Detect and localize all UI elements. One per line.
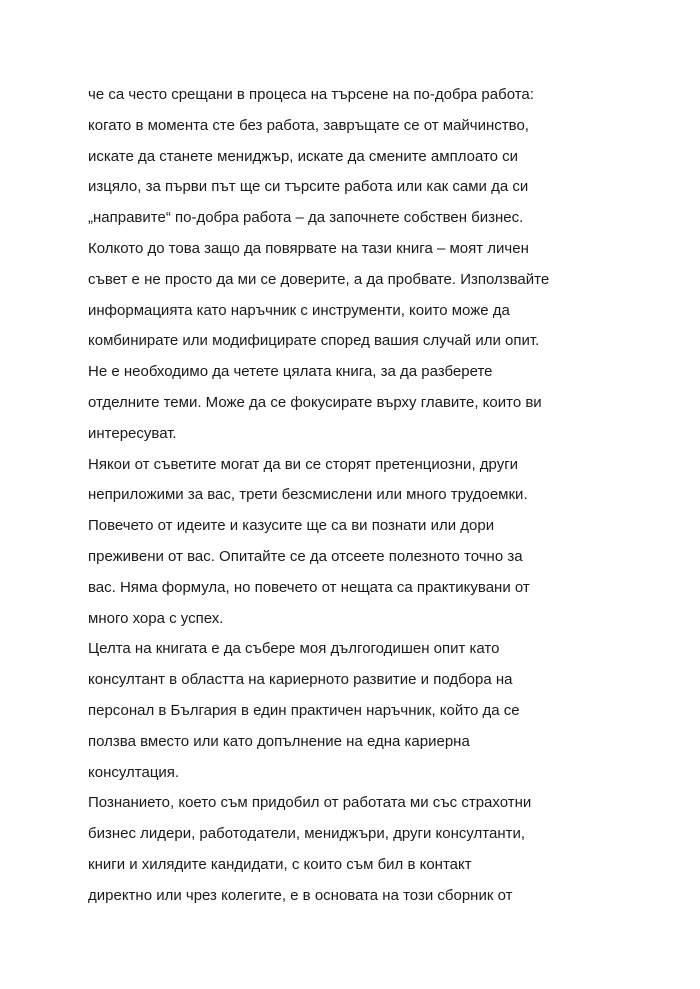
text-line: информацията като наръчник с инструменти, които може да bbox=[88, 301, 510, 319]
text-line: Повечето от идеите и казусите ще са ви познати или дори bbox=[88, 517, 495, 535]
text-line: Познанието, което съм придобил от работата ми със страхотни bbox=[88, 794, 532, 812]
text-line: консултация. bbox=[88, 763, 180, 781]
text-line: книги и хилядите кандидати, с които съм бил в контакт bbox=[88, 855, 472, 873]
text-line: че са често срещани в процеса на търсене на по-добра работа: bbox=[88, 86, 534, 103]
text-line: Не е необходимо да четете цялата книга, за да разберете bbox=[88, 363, 493, 381]
text-line: когато в момента сте без работа, завръщате се от майчинство, bbox=[88, 116, 529, 134]
text-line: искате да станете мениджър, искате да смените амплоато си bbox=[88, 147, 519, 165]
text-line: „направите“ по-добра работа – да започнете собствен бизнес. bbox=[88, 209, 524, 227]
text-line: интересуват. bbox=[88, 424, 177, 442]
text-line: преживени от вас. Опитайте се да отсеете полезното точно за bbox=[88, 547, 523, 565]
text-line: неприложими за вас, трети безсмислени или много трудоемки. bbox=[88, 486, 528, 504]
text-line: Колкото до това защо да повярвате на тази книга – моят личен bbox=[88, 239, 529, 257]
text-line: Целта на книгата е да събере моя дългогодишен опит като bbox=[88, 640, 500, 658]
text-line: много хора с успех. bbox=[88, 609, 224, 627]
text-line: комбинирате или модифицирате според вашия случай или опит. bbox=[88, 332, 540, 350]
text-line: консултант в областта на кариерното развитие и подбора на bbox=[88, 671, 513, 689]
text-line: отделните теми. Може да се фокусирате върху главите, които ви bbox=[88, 393, 542, 411]
text-line: ползва вместо или като допълнение на една кариерна bbox=[88, 732, 470, 750]
text-line: изцяло, за първи път ще си търсите работа или как сами да си bbox=[88, 178, 529, 196]
text-line: персонал в България в един практичен наръчник, който да се bbox=[88, 701, 520, 719]
body-text bbox=[88, 80, 648, 912]
text-line: директно или чрез колегите, е в основата на този сборник от bbox=[88, 886, 513, 904]
text-line: бизнес лидери, работодатели, мениджъри, други консултанти, bbox=[88, 825, 526, 843]
text-line: Някои от съветите могат да ви се сторят претенциозни, други bbox=[88, 455, 519, 473]
text-line: вас. Няма формула, но повечето от нещата са практикувани от bbox=[88, 578, 530, 596]
text-line: съвет е не просто да ми се доверите, а да пробвате. Използвайте bbox=[88, 270, 550, 288]
